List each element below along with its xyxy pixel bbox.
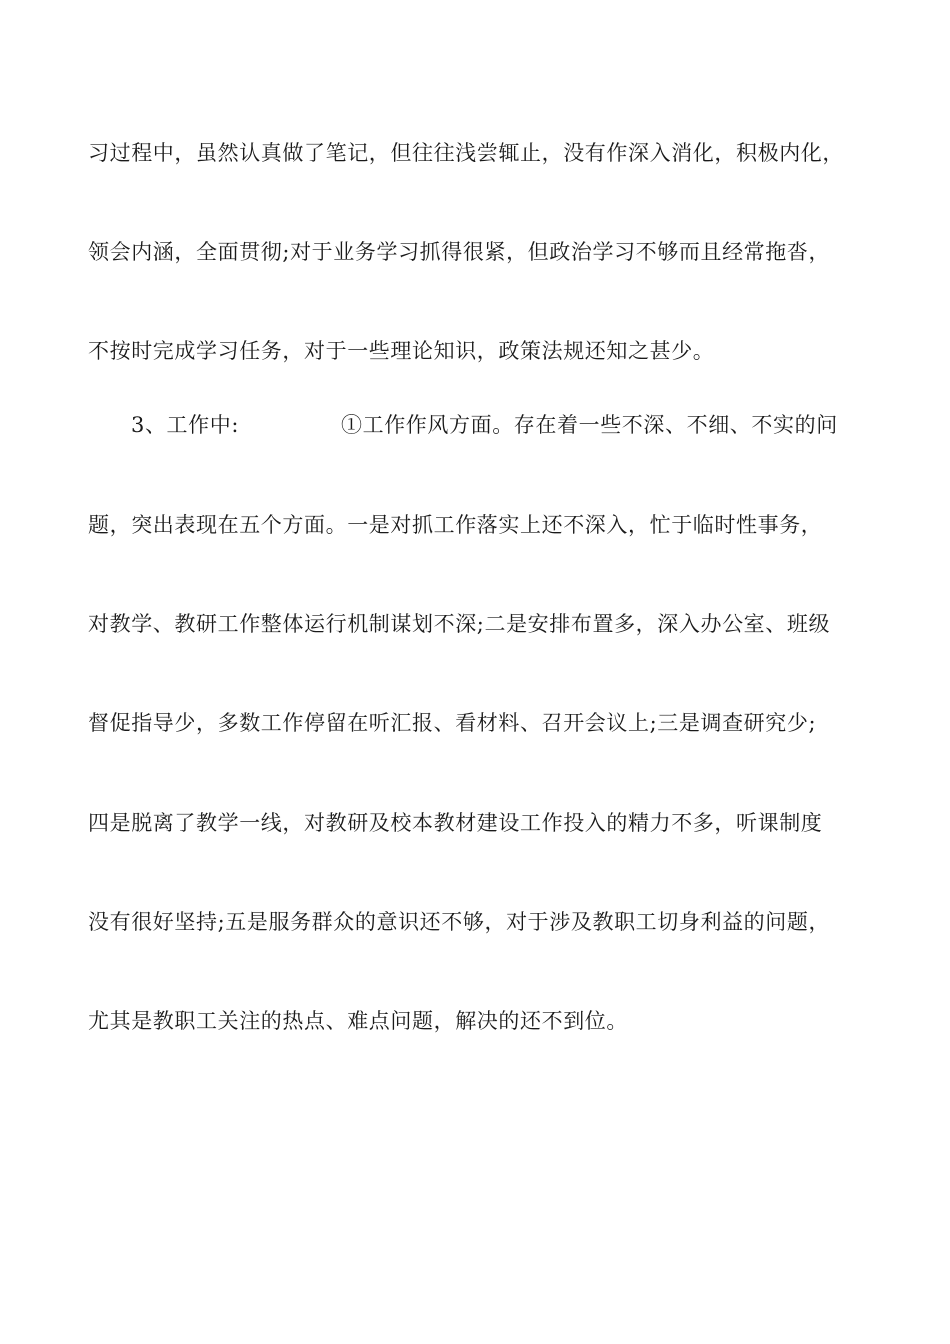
paragraph-line: 习过程中，虽然认真做了笔记，但往往浅尝辄止，没有作深入消化，积极内化， (88, 141, 844, 165)
paragraph-line: 对教学、教研工作整体运行机制谋划不深;二是安排布置多，深入办公室、班级 (88, 612, 831, 636)
paragraph-line: 督促指导少，多数工作停留在听汇报、看材料、召开会议上;三是调查研究少; (88, 711, 817, 735)
paragraph-line: 没有很好坚持;五是服务群众的意识还不够，对于涉及教职工切身利益的问题， (88, 910, 831, 934)
item-3-label: 3、工作中: (131, 413, 240, 437)
paragraph-line: 不按时完成学习任务，对于一些理论知识，政策法规还知之甚少。 (88, 339, 715, 363)
paragraph-line: 四是脱离了教学一线，对教研及校本教材建设工作投入的精力不多，听课制度 (88, 811, 823, 835)
paragraph-line: 题，突出表现在五个方面。一是对抓工作落实上还不深入，忙于临时性事务， (88, 513, 823, 537)
item-3-first-line: ①工作作风方面。存在着一些不深、不细、不实的问 (341, 413, 838, 437)
paragraph-line: 领会内涵，全面贯彻;对于业务学习抓得很紧，但政治学习不够而且经常拖沓， (88, 240, 831, 264)
paragraph-line: 尤其是教职工关注的热点、难点问题，解决的还不到位。 (88, 1009, 628, 1033)
